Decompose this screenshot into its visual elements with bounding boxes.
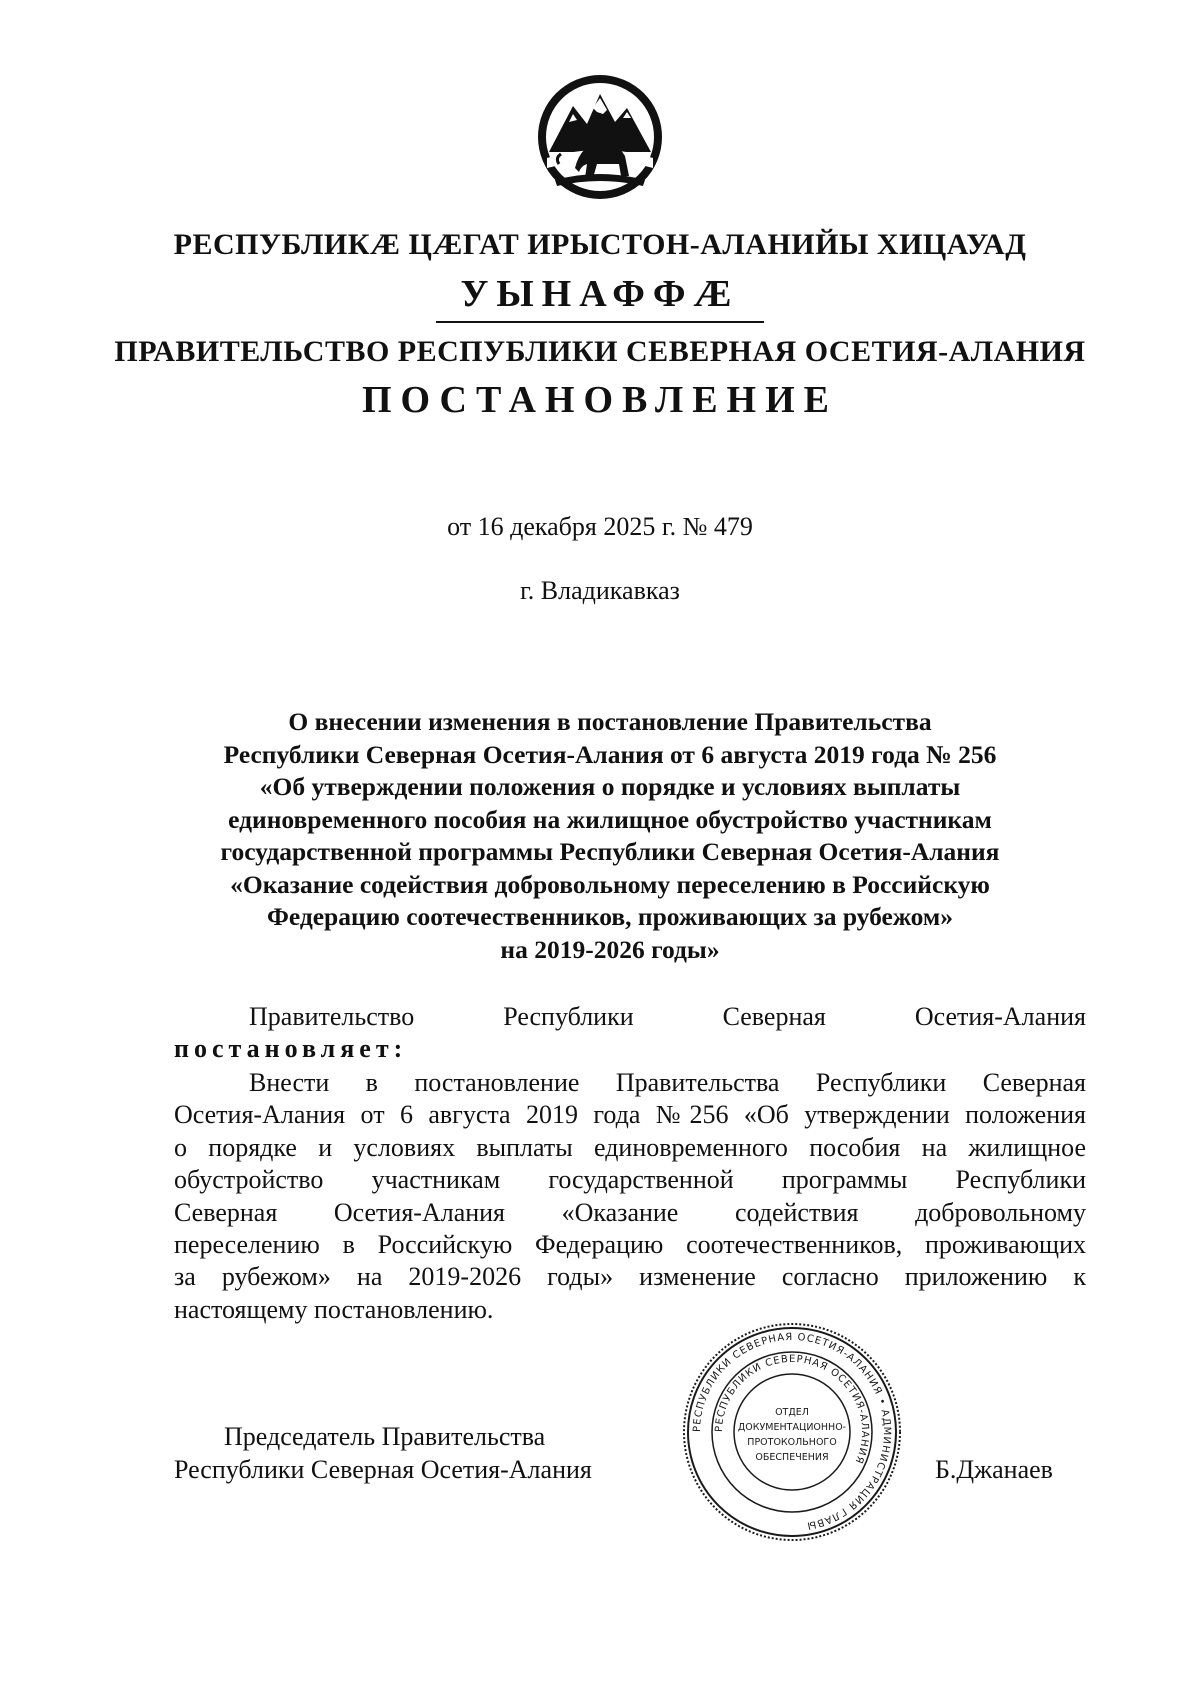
ossetian-document-type: УЫНАФФÆ: [460, 273, 740, 315]
header-divider: [436, 321, 764, 323]
title-line: Республики Северная Осетия-Алания от 6 августа 2019 года № 256: [223, 739, 997, 769]
body-line: о порядке и условиях выплаты единовременного пособия на жилищное: [174, 1132, 1086, 1162]
stamp-center-line: ОТДЕЛ: [775, 1407, 809, 1418]
document-title: [170, 706, 1050, 966]
stamp-center-line: ДОКУМЕНТАЦИОННО-: [737, 1422, 847, 1433]
title-line: единовременного пособия на жилищное обустройство участникам: [228, 804, 992, 834]
title-line: «Об утверждении положения о порядке и условиях выплаты: [259, 772, 961, 801]
city: г. Владикавказ: [520, 576, 680, 605]
title-line: О внесении изменения в постановление Правительства: [288, 707, 932, 736]
body-line: переселению в Российскую Федерацию соотечественников, проживающих: [174, 1230, 1086, 1260]
resolution-preamble: [174, 1001, 1086, 1066]
signatory-position-line: Председатель Правительства: [224, 1422, 546, 1451]
preamble-line: Правительство Республики Северная Осетия-Алания: [249, 1002, 1086, 1031]
coat-of-arms-emblem: [535, 72, 665, 202]
stamp-inner-text: РЕСПУБЛИКИ СЕВЕРНАЯ ОСЕТИЯ-АЛАНИЯ: [713, 1353, 871, 1466]
title-line: государственной программы Республики Северная Осетия-Алания: [220, 837, 1000, 866]
body-line: Осетия-Алания от 6 августа 2019 года №256 «Об утверждении положения: [174, 1100, 1086, 1130]
date-and-number: от 16 декабря 2025 г. № 479: [447, 512, 753, 541]
body-line: Внести в постановление Правительства Республики Северная: [249, 1068, 1086, 1097]
body-line: настоящему постановлению.: [174, 1294, 494, 1324]
title-line: «Оказание содействия добровольному переселению в Российскую: [230, 869, 990, 899]
title-line: Федерацию соотечественников, проживающих за рубежом»: [266, 902, 954, 931]
russian-document-type: ПОСТАНОВЛЕНИЕ: [361, 379, 839, 421]
resolution-body: [174, 1067, 1086, 1326]
stamp-outer-text: РЕСПУБЛИКИ СЕВЕРНАЯ ОСЕТИЯ-АЛАНИЯ • АДМИНИСТРАЦИЯ ГЛАВЫ: [691, 1331, 893, 1531]
signatory-name: Б.Джанаев: [935, 1455, 1053, 1484]
title-line: на 2019-2026 годы»: [500, 934, 720, 964]
stamp-center-line: ПРОТОКОЛЬНОГО: [747, 1437, 837, 1448]
ossetian-org-name: РЕСПУБЛИКÆ ЦÆГАТ ИРЫСТОН-АЛАНИЙЫ ХИЦАУАД: [173, 228, 1027, 261]
stamp-center-line: ОБЕСПЕЧЕНИЯ: [755, 1452, 829, 1463]
signatory-position-line: Республики Северная Осетия-Алания: [174, 1454, 592, 1484]
russian-org-name: ПРАВИТЕЛЬСТВО РЕСПУБЛИКИ СЕВЕРНАЯ ОСЕТИЯ-АЛАНИЯ: [114, 335, 1086, 368]
body-line: обустройство участникам государственной программы Республики: [174, 1165, 1086, 1195]
signatory-position: [174, 1421, 592, 1486]
official-stamp: [680, 1320, 904, 1544]
body-line: Северная Осетия-Алания «Оказание содействия добровольному: [174, 1197, 1086, 1227]
body-line: за рубежом» на 2019-2026 годы» изменение согласно приложению к: [174, 1262, 1086, 1292]
resolves-word: постановляет:: [174, 1034, 408, 1064]
